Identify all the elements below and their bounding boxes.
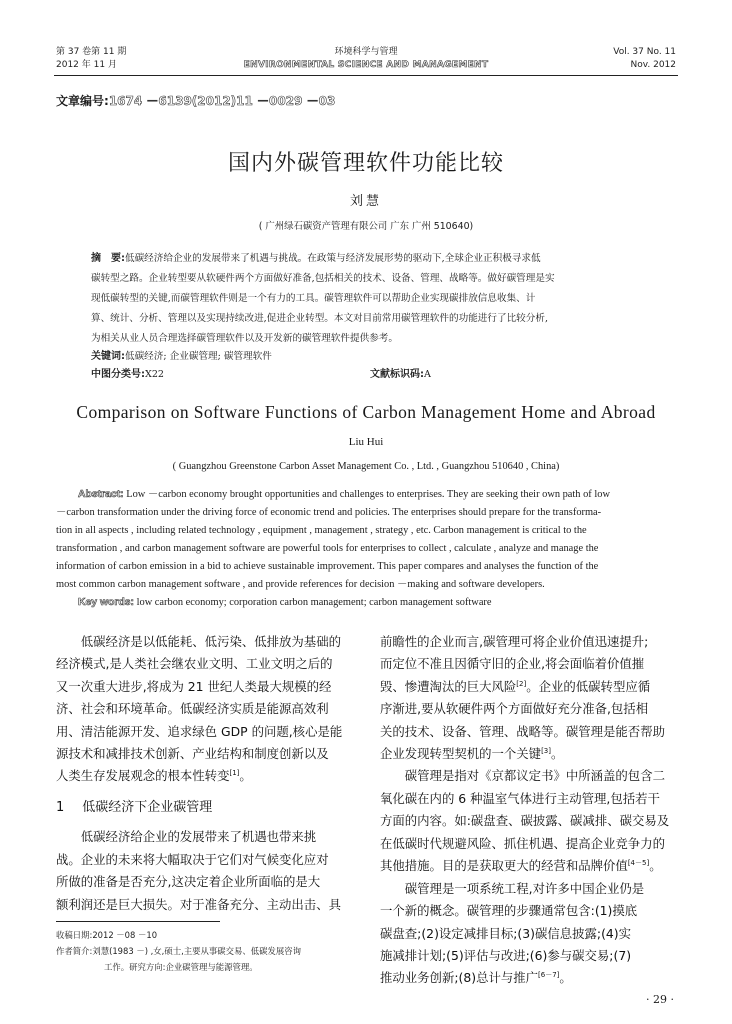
right-p3-line-5b: 。	[559, 970, 572, 985]
abstract-cn-label: 摘 要:	[91, 253, 125, 264]
document-code-label: 文献标识码:	[370, 369, 424, 380]
right-p1-line-6a: 企业发现转型契机的一个关键	[380, 746, 542, 761]
left-para1-line-1: 低碳经济是以低能耗、低污染、低排放为基础的	[56, 634, 341, 649]
header-journal-en: ENVIRONMENTAL SCIENCE AND MANAGEMENT	[243, 60, 489, 70]
right-p1-line-4: 序渐进,要从软硬件两个方面做好充分准备,包括相	[380, 701, 649, 716]
document-code	[370, 365, 431, 385]
left-para1-line-3: 又一次重大进步,将成为 21 世纪人类最大规模的经	[56, 679, 332, 694]
footnote-author-line2: 工作。研究方向:企业碳管理与能源管理。	[104, 962, 258, 972]
right-p2-line-5	[380, 855, 662, 877]
keywords-cn-label: 关键词:	[91, 351, 125, 362]
author-en: Liu Hui	[348, 436, 384, 448]
right-p1-line-3a: 毁、惨遭淘汰的巨大风险	[380, 679, 517, 694]
right-p2-line-5b: 。	[649, 858, 662, 873]
left-para1-line-7	[56, 765, 252, 787]
abstract-cn-text-1: 低碳经济给企业的发展带来了机遇与挑战。在政策与经济发展形势的驱动下,全球企业正积极寻求低	[125, 253, 541, 264]
keywords-en-label: Key words:	[78, 597, 135, 608]
abstract-en-line-3: tion in all aspects , including related technology , equipment , management , strategy , etc. Carbon management is critical to the	[56, 525, 587, 536]
abstract-en-line-6: most common carbon management software , and provide references for decision －making and software developers.	[56, 579, 545, 590]
footnote-author-label: 作者简介:	[56, 946, 93, 956]
right-p3-line-2: 一个新的概念。碳管理的步骤通常包含:(1)摸底	[380, 903, 638, 918]
article-number-label: 文章编号:	[56, 94, 109, 108]
right-p2-line-5a: 其他措施。目的是获取更大的经营和品牌价值	[380, 858, 628, 873]
citation-3: [3]	[541, 746, 551, 755]
right-p2-line-4: 在低碳时代规避风险、抓住机遇、提高企业竞争力的	[380, 836, 665, 851]
article-number	[56, 92, 335, 109]
right-p1-line-5: 关的技术、设备、管理、战略等。碳管理是能否帮助	[380, 724, 665, 739]
right-p2-line-2: 氧化碳在内的 6 种温室气体进行主动管理,包括若干	[380, 791, 660, 806]
right-p1-line-3b: 。企业的低碳转型应循	[526, 679, 651, 694]
page-number: · 29 ·	[646, 993, 674, 1006]
section-1-number: 1	[56, 800, 65, 815]
document-code-value: A	[424, 369, 431, 380]
right-p1-line-1: 前瞻性的企业而言,碳管理可将企业价值迅速提升;	[380, 634, 649, 649]
header-date-cn: 2012 年 11 月	[56, 60, 117, 70]
citation-4-5: [4－5]	[627, 858, 650, 867]
footnote-author	[56, 944, 301, 958]
clc-value: X22	[145, 369, 165, 380]
footnote-author-line1: 刘慧(1983 －) ,女,硕士,主要从事碳交易、低碳发展咨询	[92, 946, 301, 956]
header-volume-cn: 第 37 卷第 11 期	[56, 47, 127, 57]
footnote-received	[56, 928, 157, 942]
keywords-en	[78, 594, 492, 612]
right-p2-line-1: 碳管理是指对《京都议定书》中所涵盖的包含二	[380, 768, 665, 783]
left-para1-line-7-text: 人类生存发展观念的根本性转变	[56, 768, 230, 783]
abstract-cn-line-4: 算、统计、分析、管理以及实现持续改进,促进企业转型。本文对目前常用碳管理软件的功能进行了比较分析,	[91, 313, 549, 324]
section-1-heading	[56, 796, 212, 815]
right-p3-line-1: 碳管理是一项系统工程,对许多中国企业仍是	[380, 881, 645, 896]
abstract-cn-line-3: 现低碳转型的关键,而碳管理软件则是一个有力的工具。碳管理软件可以帮助企业实现碳排放信息收集、计	[91, 293, 536, 304]
right-p2-line-3: 方面的内容。如:碳盘查、碳披露、碳减排、碳交易及	[380, 813, 670, 828]
left-para2-line-1: 低碳经济给企业的发展带来了机遇也带来挑	[56, 829, 317, 844]
right-p1-line-3	[380, 676, 650, 698]
affiliation-en: ( Guangzhou Greenstone Carbon Asset Management Co. , Ltd. , Guangzhou 510640 , China)	[172, 461, 560, 472]
right-p1-line-2: 而定位不准且因循守旧的企业,将会面临着价值摧	[380, 656, 645, 671]
left-para1-line-4: 济、社会和环境革命。低碳经济实质是能源高效利	[56, 701, 329, 716]
header-volume-en: Vol. 37 No. 11	[613, 47, 676, 57]
affiliation-cn: ( 广州绿石碳资产管理有限公司 广东 广州 510640)	[258, 221, 474, 232]
left-para2-line-2: 战。企业的未来将大幅取决于它们对气候变化应对	[56, 852, 329, 867]
citation-6-7: [6－7]	[538, 970, 560, 979]
title-cn: 国内外碳管理软件功能比较	[227, 151, 504, 176]
keywords-cn-value: 低碳经济; 企业碳管理; 碳管理软件	[125, 351, 272, 362]
author-cn: 刘慧	[349, 194, 382, 209]
footnote-received-label: 收稿日期:	[56, 930, 93, 940]
title-en: Comparison on Software Functions of Carbon Management Home and Abroad	[76, 402, 656, 422]
header-journal-cn: 环境科学与管理	[334, 47, 398, 57]
left-para1-line-6: 源技术和减排技术创新、产业结构和制度创新以及	[56, 746, 329, 761]
keywords-en-value: low carbon economy; corporation carbon management; carbon management software	[136, 597, 492, 608]
footnote-received-value: 2012 －08 －10	[92, 930, 158, 940]
abstract-en-line-5: information of carbon emission in a bid to achieve sustainable improvement. This paper compares and analyses the function of the	[56, 561, 599, 572]
abstract-cn-line-1	[91, 249, 541, 269]
abstract-en-label: Abstract:	[78, 489, 124, 500]
citation-1: [1]	[229, 768, 240, 777]
abstract-cn-line-2: 碳转型之路。企业转型要从软硬件两个方面做好准备,包括相关的技术、设备、管理、战略等。做好碳管理是实	[91, 273, 555, 284]
clc-label: 中图分类号:	[91, 369, 145, 380]
left-para1-line-2: 经济模式,是人类社会继农业文明、工业文明之后的	[56, 656, 333, 671]
section-1-title: 低碳经济下企业碳管理	[82, 800, 213, 815]
left-para2-line-3: 所做的准备是否充分,这决定着企业所面临的是大	[56, 874, 321, 889]
clc-number	[91, 365, 164, 385]
keywords-cn	[91, 347, 272, 367]
right-p3-line-3: 碳盘查;(2)设定减排目标;(3)碳信息披露;(4)实	[380, 926, 632, 941]
header-rule	[54, 75, 678, 76]
header-date-en: Nov. 2012	[630, 60, 676, 70]
abstract-en-line-1	[78, 486, 610, 504]
right-p3-line-5	[380, 967, 572, 989]
right-p1-line-6b: 。	[551, 746, 564, 761]
footnote-rule	[56, 921, 220, 922]
left-para1-line-5: 用、清洁能源开发、追求绿色 GDP 的问题,核心是能	[56, 724, 343, 739]
right-p3-line-4: 施减排计划;(5)评估与改进;(6)参与碳交易;(7)	[380, 948, 632, 963]
right-p1-line-6	[380, 743, 563, 765]
abstract-en-text-1: Low －carbon economy brought opportunities and challenges to enterprises. They are seeking their own path of low	[126, 489, 610, 500]
left-para1-line-7-end: 。	[239, 768, 252, 783]
abstract-cn-line-5: 为相关从业人员合理选择碳管理软件以及开发新的碳管理软件提供参考。	[91, 333, 398, 344]
abstract-en-line-2: －carbon transformation under the driving force of economic trend and policies. The enterprises should prepare for the transforma-	[56, 507, 602, 518]
article-number-value: 1674 －6139(2012)11 －0029 －03	[108, 94, 336, 108]
left-para2-line-4: 额利润还是巨大损失。对于准备充分、主动出击、具	[56, 897, 341, 912]
citation-2: [2]	[516, 679, 527, 688]
abstract-en-line-4: transformation , and carbon management software are powerful tools for enterprises to collect , calculate , analyze and manage the	[56, 543, 599, 554]
right-p3-line-5a: 推动业务创新;(8)总计与推广	[380, 970, 539, 985]
